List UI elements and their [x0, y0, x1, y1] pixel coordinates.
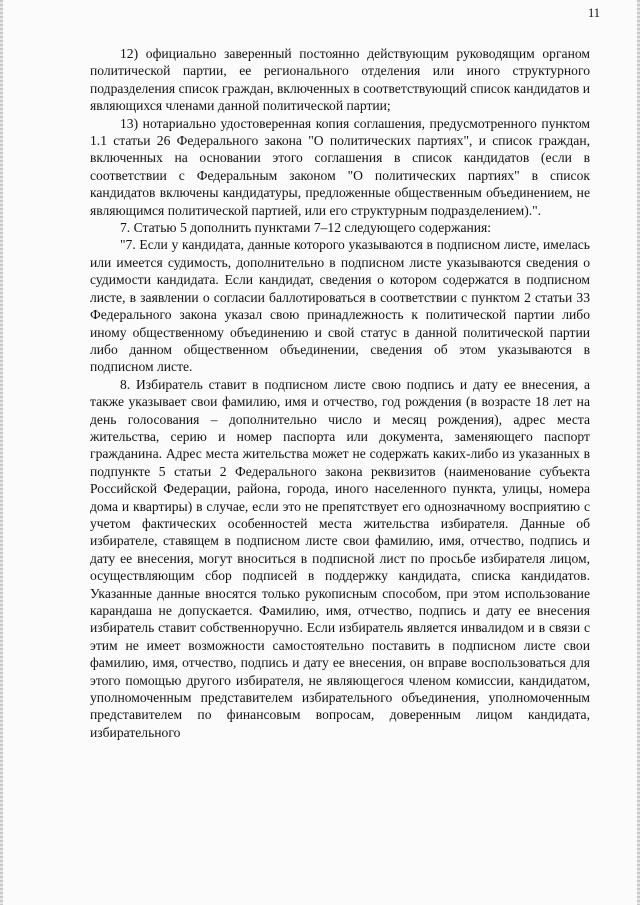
- paragraph-point-7: "7. Если у кандидата, данные которого указываются в подписном листе, имелась или имеется судимость, дополнительно в подписном листе указываются сведения о судимости кандидата. Если кандидат, сведения о котором содержатся в подписном листе, в заявлении о согласии баллотироваться в соответствии с пунктом 2 статьи 33 Федерального закона указал свою принадлежность к политической партии либо иному общественному объединению и свой статус в данной политической партии либо данном общественном объединении, сведения об этом указываются в подписном листе.: [90, 237, 590, 375]
- paragraph-item-12: 12) официально заверенный постоянно действующим руководящим органом политической партии, ее регионального отделения или иного структурного подразделения список граждан, включенных в соответствующий список кандидатов и являющихся членами данной политической партии;: [90, 46, 590, 114]
- paragraph-item-13: 13) нотариально удостоверенная копия соглашения, предусмотренного пунктом 1.1 статьи 26 Федерального закона "О политических партиях", и список граждан, включенных на основании этого соглашения в список кандидатов (если в соответствии с Федеральным законом "О политических партиях" в список кандидатов включены кандидатуры, предложенные общественным объединением, не являющимся политической партией, или его структурным подразделением).".: [90, 115, 590, 218]
- document-body: [90, 45, 590, 741]
- paragraph-point-8: 8. Избиратель ставит в подписном листе свою подпись и дату ее внесения, а также указывает свои фамилию, имя и отчество, год рождения (в возрасте 18 лет на день голосования – дополнительно число и месяц рождения), адрес места жительства, серию и номер паспорта или документа, заменяющего паспорт гражданина. Адрес места жительства может не содержать каких-либо из указанных в подпункте 5 статьи 2 Федерального закона реквизитов (наименование субъекта Российской Федерации, района, города, иного населенного пункта, улицы, номера дома и квартиры) в случае, если это не препятствует его однозначному восприятию с учетом фактических особенностей места жительства избирателя. Данные об избирателе, ставящем в подписном листе свои фамилию, имя, отчество, подпись и дату ее внесения, могут вноситься в подписной лист по просьбе избирателя лицом, осуществляющим сбор подписей в поддержку кандидата, списка кандидатов. Указанные данные вносятся только рукописным способом, при этом использование карандаша не допускается. Фамилию, имя, отчество, подпись и дату ее внесения избиратель ставит собственноручно. Если избиратель является инвалидом и в связи с этим не имеет возможности самостоятельно поставить в подписном листе свои фамилию, имя, отчество, подпись и дату ее внесения, он вправе воспользоваться для этого помощью другого избирателя, не являющегося членом комиссии, кандидатом, уполномоченным представителем избирательного объединения, уполномоченным представителем по финансовым вопросам, доверенным лицом кандидата, избирательного: [90, 376, 590, 740]
- paragraph-amendment-article-5: 7. Статью 5 дополнить пунктами 7–12 следующего содержания:: [120, 220, 492, 236]
- page-number: 11: [587, 6, 600, 20]
- scan-edge-left: [0, 0, 3, 905]
